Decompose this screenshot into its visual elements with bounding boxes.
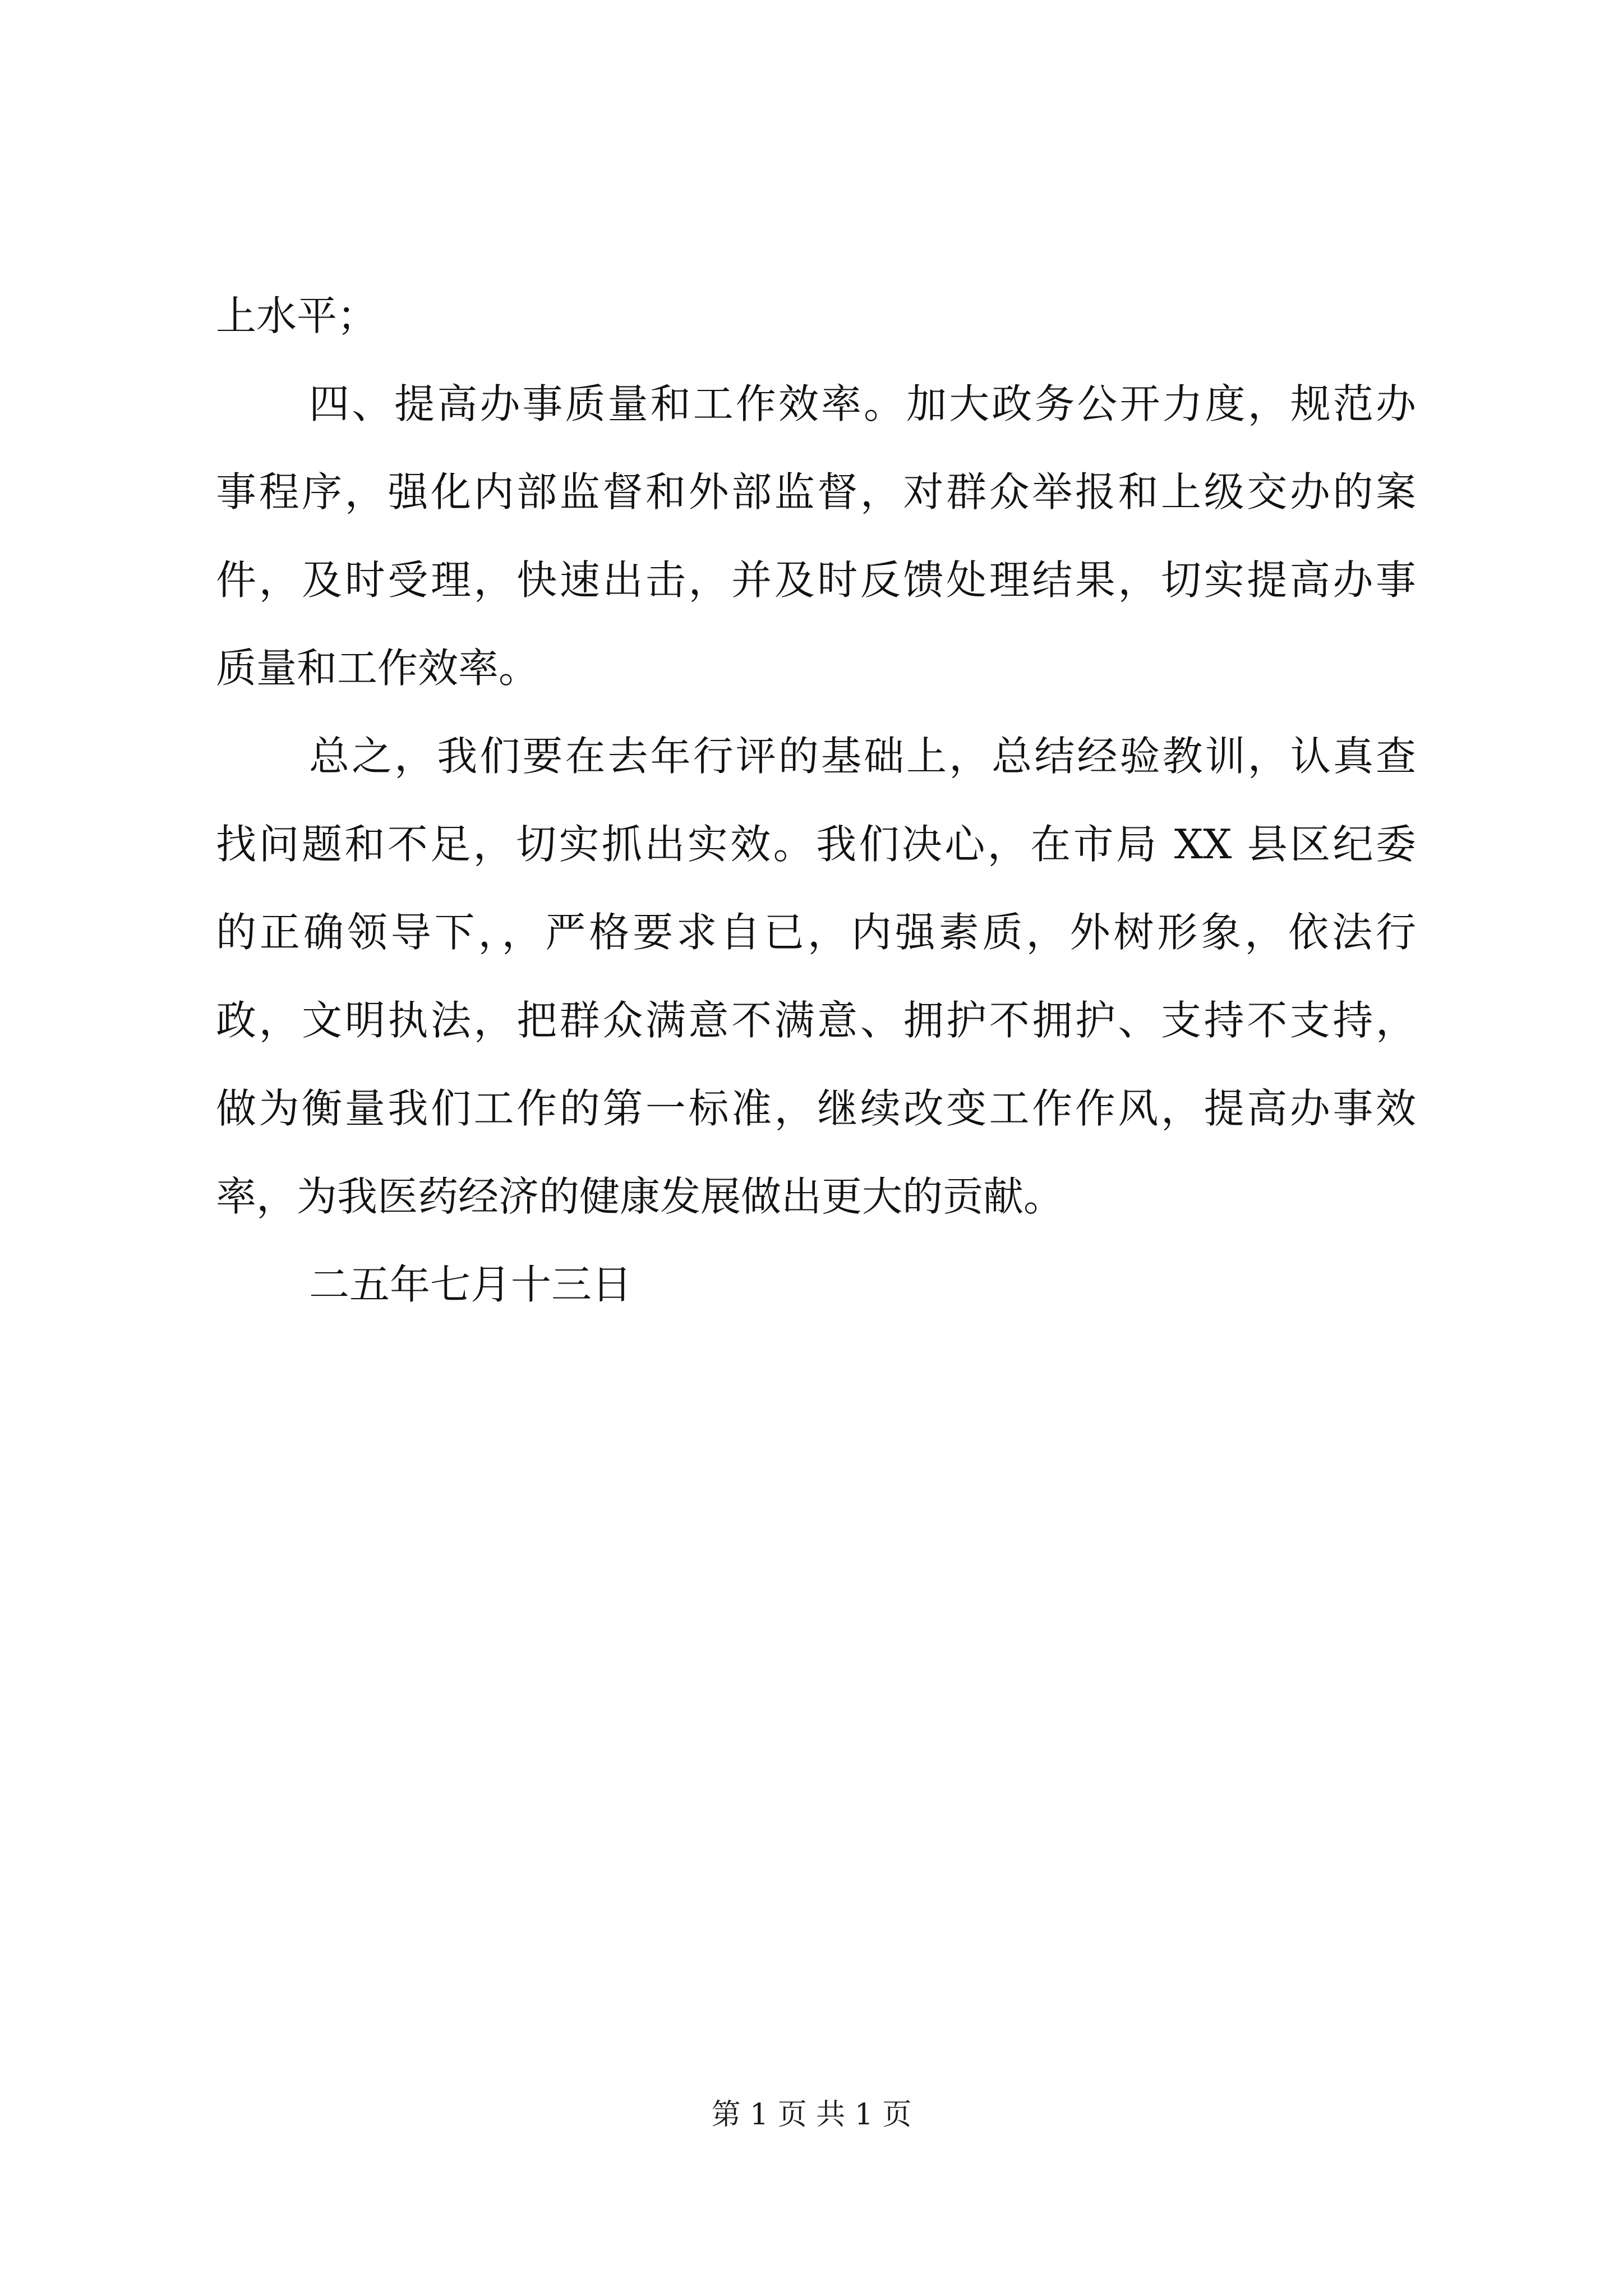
paragraph-line: 的正确领导下，，严格要求自已，内强素质，外树形象，依法行 <box>216 909 1416 956</box>
date-line: 二五年七月十三日 <box>309 1261 633 1308</box>
paragraph-line: 事程序，强化内部监督和外部监督，对群众举报和上级交办的案 <box>216 468 1416 516</box>
paragraph-line: 做为衡量我们工作的第一标准，继续改变工作作风，提高办事效 <box>216 1085 1416 1132</box>
paragraph-line: 找问题和不足，切实抓出实效。我们决心，在市局 XX 县区纪委 <box>216 821 1416 868</box>
paragraph-line: 率，为我医药经济的健康发展做出更大的贡献。 <box>216 1173 1064 1220</box>
document-body <box>216 272 1416 1329</box>
paragraph-line: 政，文明执法，把群众满意不满意、拥护不拥护、支持不支持， <box>216 997 1416 1044</box>
paragraph-line: 四、提高办事质量和工作效率。加大政务公开力度，规范办 <box>309 380 1416 427</box>
paragraph-line: 总之，我们要在去年行评的基础上，总结经验教训，认真查 <box>309 733 1416 780</box>
paragraph-line: 件，及时受理，快速出击，并及时反馈处理结果，切实提高办事 <box>216 556 1416 604</box>
paragraph-line: 质量和工作效率。 <box>216 645 540 692</box>
paragraph-line: 上水平； <box>216 292 378 339</box>
page-footer: 第 1 页 共 1 页 <box>711 2098 912 2132</box>
